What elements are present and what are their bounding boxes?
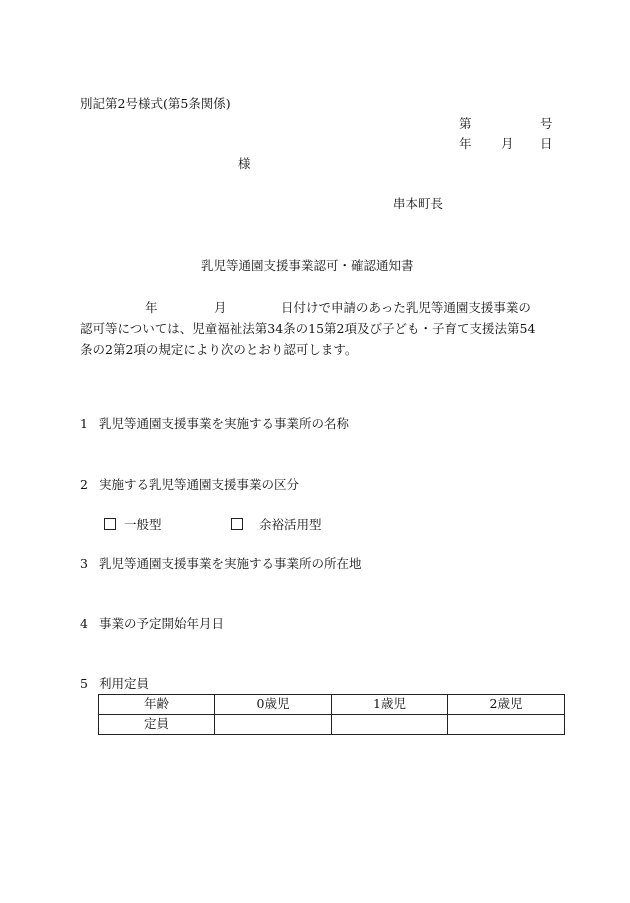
- capacity-cell-age-1[interactable]: [332, 715, 448, 735]
- checkbox-icon[interactable]: [104, 518, 116, 530]
- form-label: 別記第2号様式(第5条関係): [80, 96, 231, 111]
- body-line-2: 認可等については、児童福祉法第34条の15第2項及び子ども・子育て支援法第54: [80, 321, 536, 336]
- section-number: 1: [80, 416, 88, 431]
- table-header-cell: 年齢: [99, 695, 215, 715]
- option-general[interactable]: [104, 518, 162, 532]
- date-day: 日: [540, 136, 553, 151]
- body-paragraph: [80, 297, 560, 360]
- issuer-name: 串本町長: [393, 196, 444, 211]
- table-row-label: 定員: [99, 715, 215, 735]
- body-line-3: 条の2第2項の規定により次のとおり認可します。: [80, 342, 358, 357]
- section-text: 乳児等通園支援事業を実施する事業所の所在地: [99, 556, 362, 571]
- section-number: 3: [80, 556, 88, 571]
- body-line-1-rest: 日付けで申請のあった乳児等通園支援事業の: [281, 300, 531, 315]
- number-prefix: 第: [459, 116, 472, 131]
- table-header-cell: 2歳児: [448, 695, 565, 715]
- section-text: 乳児等通園支援事業を実施する事業所の名称: [99, 416, 350, 431]
- option-label: 一般型: [124, 517, 162, 532]
- capacity-table: [98, 694, 565, 735]
- section-text: 実施する乳児等通園支援事業の区分: [99, 477, 300, 492]
- addressee-suffix: 様: [238, 156, 251, 171]
- section-number: 5: [80, 676, 88, 691]
- option-surplus-use[interactable]: [231, 518, 322, 532]
- table-row: [99, 715, 565, 735]
- date-month: 月: [501, 136, 514, 151]
- section-1-heading: [80, 418, 349, 431]
- table-header-row: [99, 695, 565, 715]
- section-number: 2: [80, 477, 88, 492]
- number-suffix: 号: [540, 116, 553, 131]
- section-text: 利用定員: [99, 676, 150, 691]
- option-label: 余裕活用型: [259, 517, 322, 532]
- capacity-cell-age-0[interactable]: [215, 715, 332, 735]
- section-4-heading: [80, 618, 224, 631]
- table-header-cell: 0歳児: [215, 695, 332, 715]
- capacity-cell-age-2[interactable]: [448, 715, 565, 735]
- body-line-1: [80, 297, 560, 318]
- table-header-cell: 1歳児: [332, 695, 448, 715]
- date-year: 年: [459, 136, 472, 151]
- section-2-heading: [80, 479, 299, 492]
- section-number: 4: [80, 616, 88, 631]
- section-5-heading: [80, 678, 149, 691]
- body-year: 年: [145, 300, 158, 315]
- section-text: 事業の予定開始年月日: [99, 616, 225, 631]
- body-month: 月: [214, 300, 227, 315]
- checkbox-icon[interactable]: [231, 518, 243, 530]
- section-3-heading: [80, 558, 362, 571]
- document-title: 乳児等通園支援事業認可・確認通知書: [201, 258, 414, 273]
